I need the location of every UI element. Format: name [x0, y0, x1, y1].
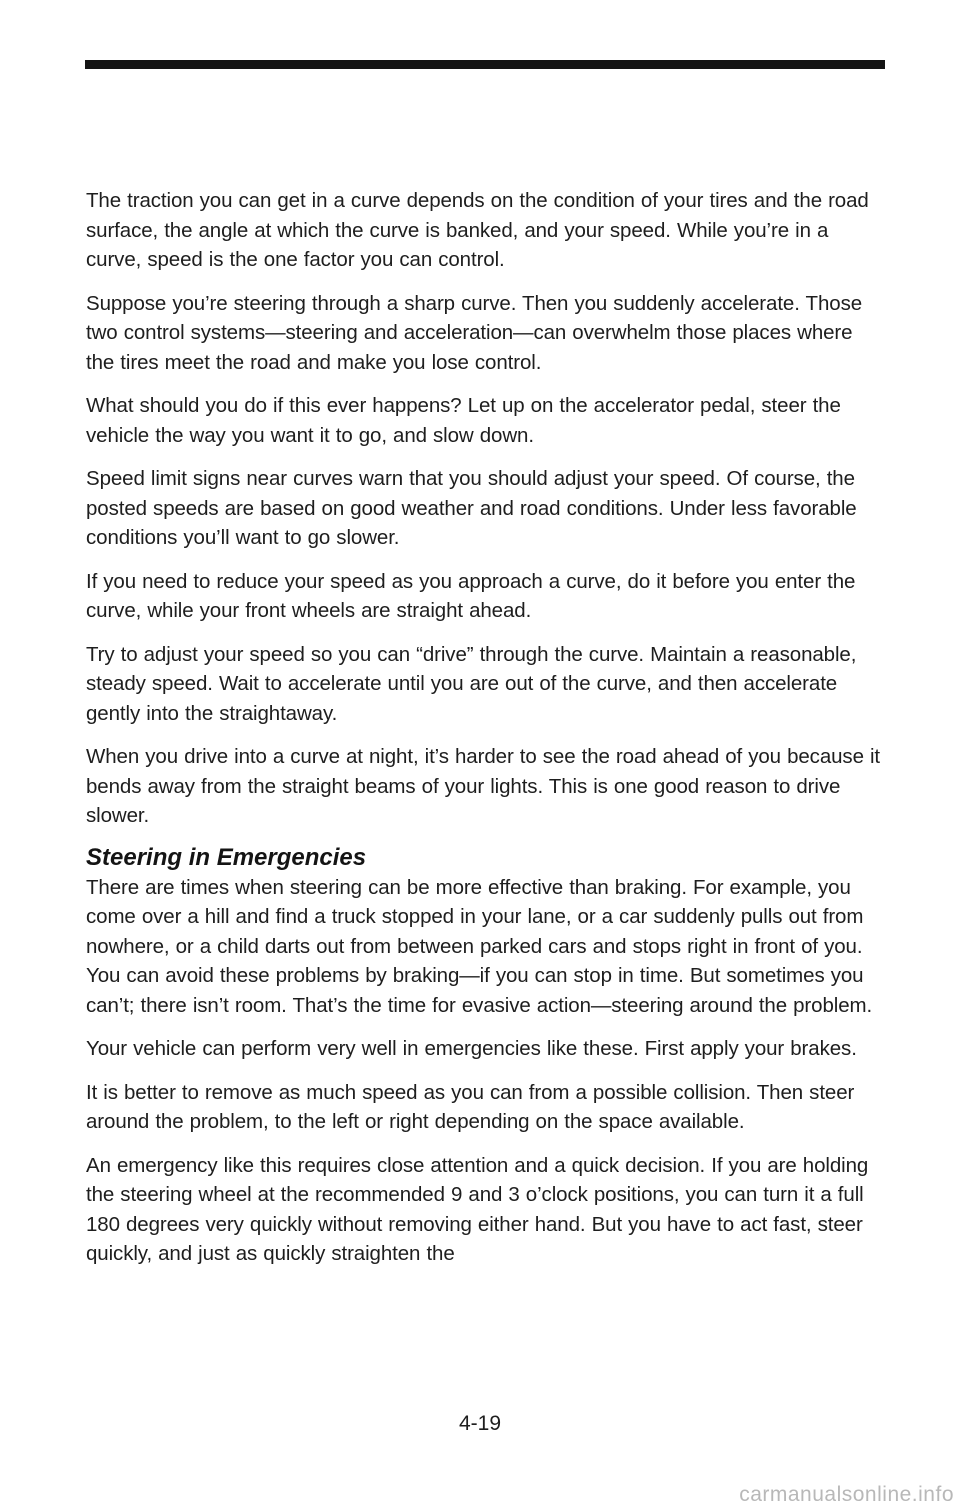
paragraph-traction: The traction you can get in a curve depends on the condition of your tires and the road surface, the angle at which the curve is banked, and your speed. While you’re in a curve, speed is the one factor you can control. [86, 189, 869, 271]
paragraph-steering-vs-braking: There are times when steering can be more effective than braking. For example, you come over a hill and find a truck stopped in your lane, or a car suddenly pulls out from nowhere, or a child darts out from between parked cars and stops right in front of you. You can avoid these problems by braking—if you can stop in time. But sometimes you can’t; there isn’t room. That’s the time for evasive action—steering around the problem. [86, 875, 873, 1017]
paragraph-vehicle-performance: Your vehicle can perform very well in emergencies like these. First apply your brakes. [86, 1037, 857, 1060]
paragraph-sharp-curve: Suppose you’re steering through a sharp curve. Then you suddenly accelerate. Those two control systems—steering and acceleration—can overwhelm those places where the tires meet the road and make you lose control. [86, 291, 863, 374]
watermark: carmanualsonline.info [739, 1483, 954, 1506]
header-rule [85, 60, 885, 69]
paragraph-reduce-speed: If you need to reduce your speed as you approach a curve, do it before you enter the curve, while your front wheels are straight ahead. [86, 569, 856, 622]
paragraph-remove-speed: It is better to remove as much speed as you can from a possible collision. Then steer around the problem, to the left or right depending on the space available. [86, 1080, 855, 1133]
section-heading: Steering in Emergencies [86, 843, 367, 871]
page-number: 4-19 [458, 1412, 502, 1435]
paragraph-what-to-do: What should you do if this ever happens? Let up on the accelerator pedal, steer the vehicle the way you want it to go, and slow down. [86, 394, 841, 447]
page-body [86, 186, 886, 1283]
paragraph-night-curve: When you drive into a curve at night, it’s harder to see the road ahead of you because it bends away from the straight beams of your lights. This is one good reason to drive slower. [86, 745, 881, 827]
paragraph-adjust-speed: Try to adjust your speed so you can “drive” through the curve. Maintain a reasonable, steady speed. Wait to accelerate until you are out of the curve, and then accelerate gently into the straightaway. [86, 642, 857, 725]
paragraph-quick-decision: An emergency like this requires close attention and a quick decision. If you are holding the steering wheel at the recommended 9 and 3 o’clock positions, you can turn it a full 180 degrees very quickly without removing either hand. But you have to act fast, steer quickly, and just as quickly straighten the [86, 1153, 869, 1265]
paragraph-speed-limit-signs: Speed limit signs near curves warn that you should adjust your speed. Of course, the posted speeds are based on good weather and road conditions. Under less favorable conditions you’ll want to go slower. [86, 467, 857, 549]
